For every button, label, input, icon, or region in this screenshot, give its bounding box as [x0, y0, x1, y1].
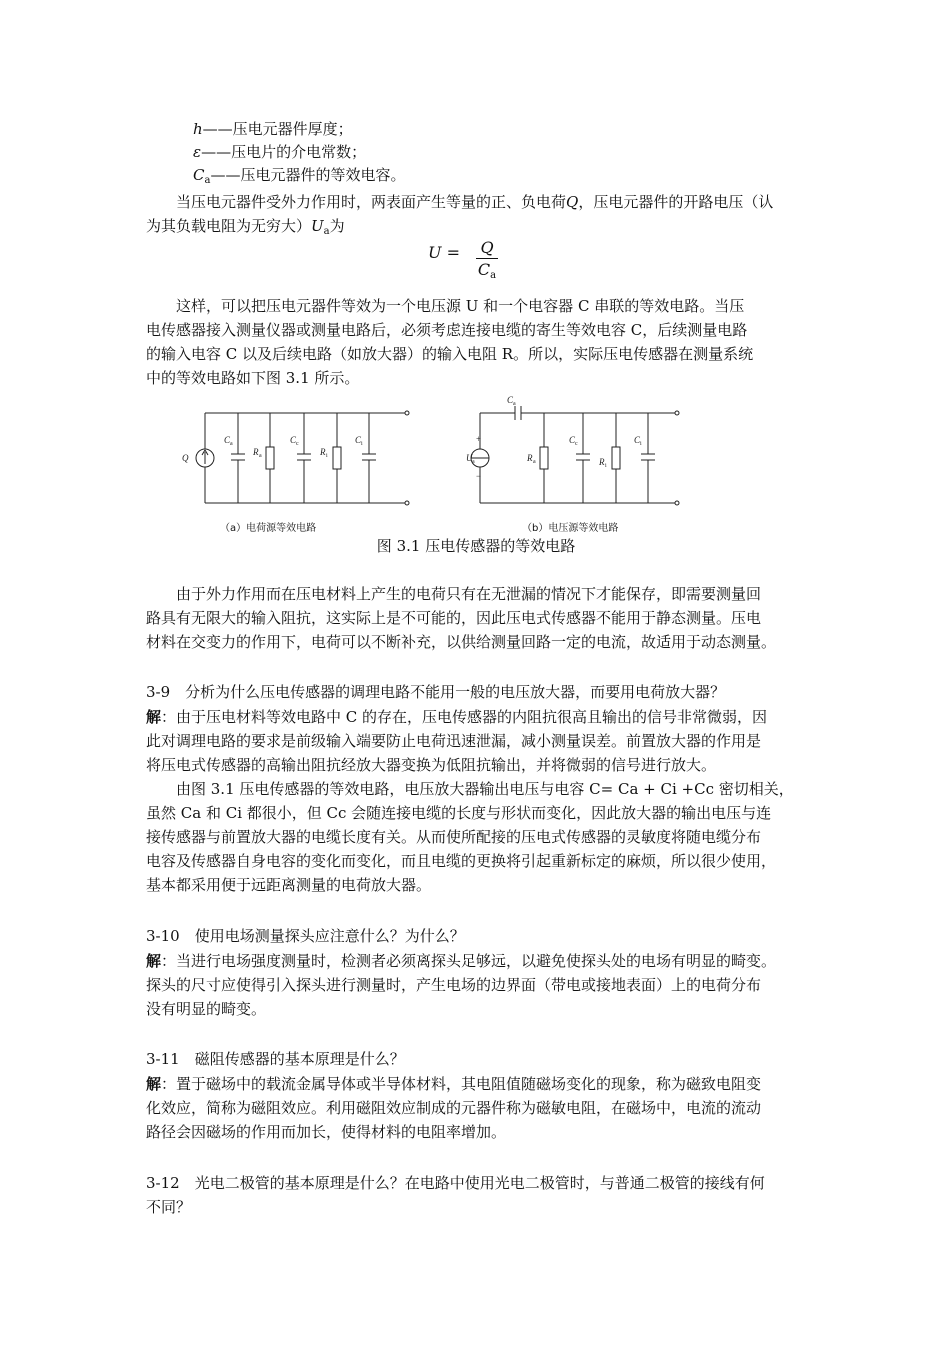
label-u-b: U	[466, 453, 473, 463]
label-minus: −	[476, 471, 482, 481]
para2-line1: 这样，可以把压电元器件等效为一个电压源 U 和一个电容器 C 串联的等效电路。当压	[176, 297, 745, 315]
para2-line2: 电传感器接入测量仪器或测量电路后，必须考虑连接电缆的寄生等效电容 C，后续测量电路	[146, 321, 748, 339]
label-cc-b: C	[569, 435, 576, 445]
circuit-figure	[170, 395, 700, 530]
label-ca-a: C	[224, 435, 231, 445]
label-plus: +	[476, 434, 482, 444]
caption-b: （b）电压源等效电路	[522, 523, 619, 534]
caption-a: （a）电荷源等效电路	[220, 523, 317, 534]
svg-text:a: a	[230, 441, 233, 447]
svg-text:a: a	[472, 459, 475, 465]
figure-caption: 图 3.1 压电传感器的等效电路	[376, 537, 576, 555]
label-ra-a: R	[253, 447, 259, 457]
q312-question-line2: 不同？	[146, 1198, 192, 1216]
para3-line2: 路具有无限大的输入阻抗，这实际上是不可能的，因此压电式传感器不能用于静态测量。压电	[146, 609, 762, 627]
q310-answer-line1: 解：当进行电场强度测量时，检测者必须离探头足够远，以避免使探头处的电场有明显的畸变。	[146, 952, 777, 970]
q310-answer-line3: 没有明显的畸变。	[146, 1000, 267, 1018]
def-h: h——压电元器件厚度；	[193, 120, 353, 138]
formula-lhs: U =	[428, 243, 460, 262]
svg-text:a: a	[533, 459, 536, 465]
q39-para-line2: 虽然 Ca 和 Ci 都很小，但 Cc 会随连接电缆的长度与形状而变化，因此放大器的输出电压与连	[146, 804, 772, 822]
para2-line4: 中的等效电路如下图 3.1 所示。	[146, 369, 360, 387]
def-ca: $C_a——$压电元器件的等效电容。	[193, 166, 406, 186]
q311-answer-line1: 解：置于磁场中的载流金属导体或半导体材料，其电阻值随磁场变化的现象，称为磁致电阻变	[146, 1075, 762, 1093]
def-epsilon: ε——压电片的介电常数；	[193, 143, 367, 161]
svg-text:c: c	[296, 441, 299, 447]
q39-para-line4: 电容及传感器自身电容的变化而变化，而且电缆的更换将引起重新标定的麻烦，所以很少使用，	[146, 852, 777, 870]
label-ri-a: R	[320, 447, 326, 457]
q39-answer-line3: 将压电式传感器的高输出阻抗经放大器变换为低阻抗输出，并将微弱的信号进行放大。	[146, 756, 717, 774]
label-ci-b: C	[634, 435, 641, 445]
label-cc-a: C	[290, 435, 297, 445]
svg-text:i: i	[361, 441, 363, 447]
svg-text:a: a	[259, 453, 262, 459]
para3-line1: 由于外力作用而在压电材料上产生的电荷只有在无泄漏的情况下才能保存，即需要测量回	[176, 585, 762, 603]
formula-fraction: Q $C_a$	[477, 238, 497, 281]
para3-line3: 材料在交变力的作用下，电荷可以不断补充，以供给测量回路一定的电流，故适用于动态测量。	[146, 633, 777, 651]
q39-para-line3: 接传感器与前置放大器的电缆长度有关。从而使所配接的压电式传感器的灵敏度将随电缆分布	[146, 828, 762, 846]
q310-answer-line2: 探头的尺寸应使得引入探头进行测量时，产生电场的边界面（带电或接地表面）上的电荷分布	[146, 976, 762, 994]
svg-text:i: i	[640, 441, 642, 447]
q312-question-line1: 3-12 光电二极管的基本原理是什么？在电路中使用光电二极管时，与普通二极管的接线有何	[146, 1174, 765, 1192]
svg-text:c: c	[575, 441, 578, 447]
q39-para-line1: 由图 3.1 压电传感器的等效电路，电压放大器输出电压与电容 C= Ca + Ci +Cc 密切相关，	[176, 780, 794, 798]
q311-question: 3-11 磁阻传感器的基本原理是什么？	[146, 1050, 405, 1068]
q311-answer-line3: 路径会因磁场的作用而加长，使得材料的电阻率增加。	[146, 1123, 507, 1141]
q311-answer-line2: 化效应，简称为磁阻效应。利用磁阻效应制成的元器件称为磁敏电阻，在磁场中，电流的流动	[146, 1099, 762, 1117]
label-ri-b: R	[599, 457, 605, 467]
label-ca-b: C	[507, 395, 514, 405]
svg-text:i: i	[326, 453, 328, 459]
q39-answer-line2: 此对调理电路的要求是前级输入端要防止电荷迅速泄漏，减小测量误差。前置放大器的作用是	[146, 732, 762, 750]
svg-text:i: i	[605, 463, 607, 469]
para2-line3: 的输入电容 C 以及后续电路（如放大器）的输入电阻 R。所以，实际压电传感器在测量系统	[146, 345, 754, 363]
para1-line2: 为其负载电阻为无穷大）$U_a$为	[146, 217, 345, 237]
para1-line1: 当压电元器件受外力作用时，两表面产生等量的正、负电荷Q，压电元器件的开路电压（认	[176, 193, 774, 211]
q310-question: 3-10 使用电场测量探头应注意什么？为什么？	[146, 927, 465, 945]
q39-question: 3-9 分析为什么压电传感器的调理电路不能用一般的电压放大器，而要用电荷放大器？	[146, 683, 726, 701]
svg-text:a: a	[513, 401, 516, 407]
label-q: Q	[182, 453, 189, 463]
q39-answer-line1: 解：由于压电材料等效电路中 C 的存在，压电传感器的内阻抗很高且输出的信号非常微弱，因	[146, 708, 768, 726]
label-ra-b: R	[527, 453, 533, 463]
q39-para-line5: 基本都采用便于远距离测量的电荷放大器。	[146, 876, 432, 894]
label-ci-a: C	[355, 435, 362, 445]
